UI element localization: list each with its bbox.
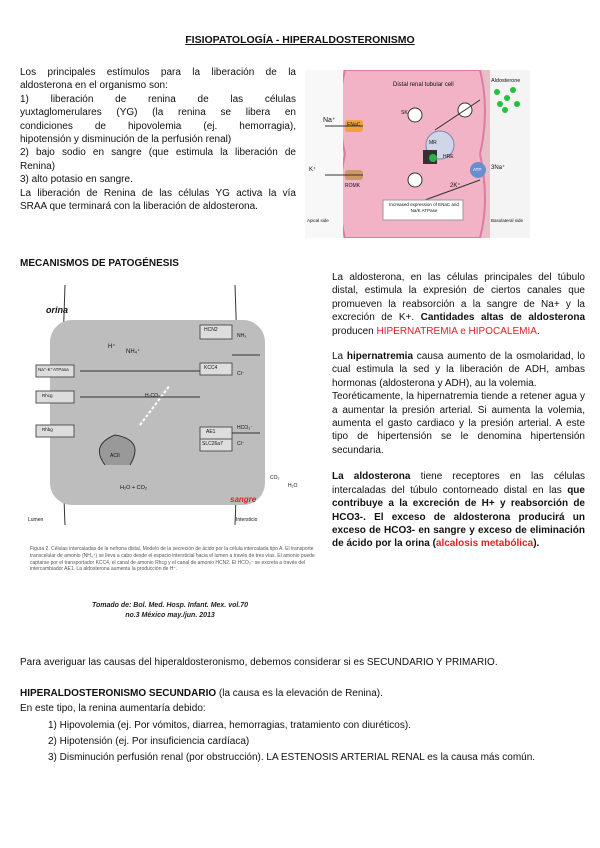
cl2-label: Cl⁻ [237, 441, 245, 447]
intro-line: aldosterona en el organismo son: [20, 80, 168, 92]
intro-paragraph [20, 66, 296, 213]
rhcg-label: Rhcg [42, 393, 53, 398]
intro-line: yuxtaglomerulares (YG) (la renina se libera en [20, 107, 296, 119]
h-label: H⁺ [108, 344, 116, 350]
cause-item: 1) Hipovolemia (ej. Por vómitos, diarrea, hemorragias, tratamiento con diuréticos). [48, 720, 411, 731]
hre-label: HRE [443, 154, 454, 160]
apical-label: Apical side [307, 218, 329, 223]
p2-text2: causa aumento de la osmolaridad, lo cual estimula la sed y la liberación de ADH, ambas hormonas (aldosterona y ADH), au la volemia. [332, 351, 586, 389]
rhbg-label: Rhbg [42, 427, 53, 432]
paragraph-aldosterone-principal [332, 271, 585, 338]
source-line: no.3 México may./jun. 2013 [125, 612, 215, 619]
intro-line: condiciones de hipovolemia (ej. hemorragia), [20, 120, 296, 132]
p4-bold2: que contribuye a la excreción de H+ y reabsorción de HCO3-. El exceso de aldosterona producirá un exceso de HCO3- en sangre y exceso de eliminación de ácido por la orina ( [332, 484, 585, 550]
na-label: Na⁺ [323, 117, 336, 124]
figure-distal-tubular-cell [305, 70, 530, 238]
pump2-label: 2K⁺ [450, 183, 461, 189]
figure-intercalated-cell [20, 275, 330, 540]
paragraph-hipernatremia [332, 350, 585, 390]
nh3-label: NH₃ [237, 333, 247, 339]
intro-line: 1) liberación de renina de las células [20, 93, 296, 105]
orina-label: orina [46, 305, 69, 315]
cl-label: Cl⁻ [237, 371, 245, 377]
slc26a7-label: SLC26a7 [202, 441, 223, 447]
co2-label: CO₂ [270, 475, 280, 481]
paragraph-theory: Teoréticamente, la hipernatremia tiende a retener agua y a aumentar la presión arterial. Si aumenta la volemia, aumenta el gasto cardiaco y la presión arterial. A este tipo de hipertensión se le denomina hipertensión secundaria. [332, 391, 585, 456]
intro-line: La liberación de Renina de las células YG activa la vía [20, 187, 296, 199]
sk-label: SK [401, 110, 408, 116]
p4-red: alcalosis metabólica [435, 538, 534, 550]
secondary-line: En este tipo, la renina aumentaría debido: [20, 703, 206, 714]
figure-source [40, 601, 300, 621]
secondary-heading-rest: (la causa es la elevación de Renina). [216, 688, 383, 699]
intro-line: Renina) [20, 160, 56, 172]
intro-line: SRAA que terminará con la liberación de aldosterona. [20, 201, 258, 213]
paragraph-intercalated [332, 470, 585, 550]
sangre-label: sangre [230, 495, 257, 504]
bottom-note: Increased expression of ENaC and Na/K ATPase [389, 202, 459, 213]
kcc4-label: KCC4 [204, 365, 218, 371]
atp-label: ATP [473, 167, 482, 172]
p4-bold: La aldosterona [332, 471, 411, 483]
aldosterone-label: Aldosterone [491, 78, 521, 84]
enac-label: ENaC [347, 122, 361, 128]
romk-label: ROMK [345, 183, 360, 189]
cell-label: Distal renal tubular cell [393, 82, 454, 88]
source-line: Tomado de: Bol. Med. Hosp. Infant. Mex. vol.70 [91, 602, 249, 609]
h2co3-label: H₂CO₃ [145, 393, 161, 399]
secondary-heading: HIPERALDOSTERONISMO SECUNDARIO [20, 688, 217, 699]
basolateral-label: Basolateral side [491, 218, 524, 223]
p4-text: tiene receptores en las células intercaladas del túbulo contorneado distal en las [332, 471, 586, 496]
section-heading-mechanisms: MECANISMOS DE PATOGÉNESIS [20, 258, 179, 269]
cause-item: 3) Disminución perfusión renal (por obstrucción). LA ESTENOSIS ARTERIAL RENAL es la causa más común. [48, 752, 536, 763]
intro-line: Los principales estímulos para la liberación de la [20, 67, 296, 78]
page-title: FISIOPATOLOGÍA - HIPERALDOSTERONISMO [185, 34, 415, 46]
p1-text: La aldosterona, en las células principales del túbulo distal, estimula la expresión de ciertos canales que promueven la reabsorción a la sangre de Na+ y la excreción de K+. [332, 272, 585, 324]
mr-label: MR [429, 140, 437, 146]
p1-red: HIPERNATREMIA e HIPOCALEMIA [376, 325, 537, 337]
p1-bold: Cantidades altas de aldosterona [420, 312, 586, 324]
h2o-co2-label: H₂O + CO₂ [120, 485, 148, 491]
p1-text2: producen [332, 325, 374, 337]
intersticio-label: Intersticio [236, 517, 258, 523]
ae1-label: AE1 [206, 429, 216, 435]
figure-caption: Figura 2. Células intercaladas de la nefrona distal. Modelo de la secreción de ácido por la célula intercalada tipo A. El transporte transcelular de amonio (NH₄⁺) se lleva a cabo desde el espacio intersticial hacia el lumen a través de tres vías. El amonio puede captarse por el transportador KCC4, el canal de amonio Rhcg y el canal de amonio HCN2. El HCO₃⁻ se excreta a través del intercambiador AE1. La aldosterona aumenta la producción de H⁺. [30, 546, 315, 573]
cause-item: 2) Hipotensión (ej. Por insuficiencia cardíaca) [48, 736, 250, 747]
pump-label: 3Na⁺ [491, 165, 506, 171]
p1-end: . [536, 325, 540, 337]
p2-bold: hipernatremia [346, 351, 414, 363]
na-k-atpase-label: Na⁺-K⁺ATPasa [38, 367, 69, 372]
nh4-label: NH₄⁺ [126, 349, 141, 355]
hcn2-label: HCN2 [204, 327, 218, 333]
k-label: K⁺ [309, 167, 317, 173]
lumen-label: Lumen [28, 517, 44, 523]
p4-end: ). [533, 538, 540, 550]
intro-line: hipotensión y disminución de la perfusión renal) [20, 134, 232, 146]
hco3-label: HCO₃⁻ [237, 425, 253, 431]
intro-line: 2) bajo sodio en sangre (que estimula la liberación de [20, 147, 296, 159]
acii-label: ACII [110, 453, 120, 459]
h2o-label: H₂O [288, 483, 298, 489]
secondary-heading-line [20, 687, 585, 700]
causes-list [48, 718, 588, 766]
p2-text: La [332, 351, 344, 363]
right-column [332, 271, 585, 551]
bottom-intro: Para averiguar las causas del hiperaldosteronismo, debemos considerar si es SECUNDARIO Y PRIMARIO. [20, 657, 498, 668]
intro-line: 3) alto potasio en sangre. [20, 174, 133, 186]
